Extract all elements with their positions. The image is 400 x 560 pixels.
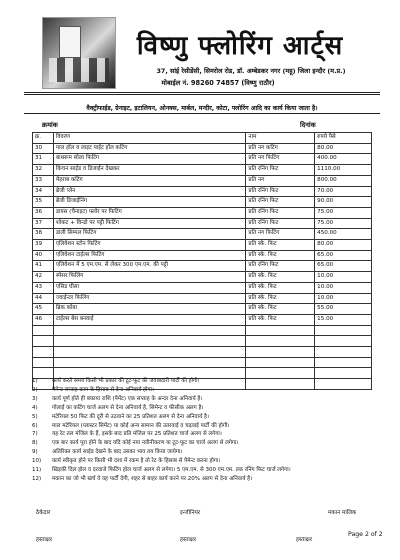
row-serial: 42 bbox=[33, 272, 54, 283]
row-amount: 1110.00 bbox=[315, 165, 372, 176]
term-item bbox=[32, 377, 384, 386]
row-amount: 65.00 bbox=[315, 250, 372, 261]
row-unit: प्रति रनिंग फिट bbox=[246, 261, 315, 272]
services-divider bbox=[24, 113, 380, 114]
row-serial: 40 bbox=[33, 250, 54, 261]
table-row bbox=[33, 336, 372, 347]
row-amount: 75.00 bbox=[315, 218, 372, 229]
term-item bbox=[32, 430, 384, 439]
term-text: एक बार कार्य पूरा होने के बाद यदि कोई नया नवीनीकरण या टूट-फूट का चार्ज अलग से लगेगा। bbox=[52, 440, 239, 447]
term-text: मटेरियल 50 फिट की दूरी से उठवाने का 25 प्रतिशत अलग से देना अनिवार्य है। bbox=[52, 413, 209, 420]
col-serial-header: क्र. bbox=[33, 133, 54, 144]
row-description: ज्वाईन्टर फिलिंग bbox=[53, 293, 245, 304]
row-serial: 34 bbox=[33, 186, 54, 197]
table-row bbox=[33, 175, 372, 186]
row-description: ब्रेजी डिजाईनिंग bbox=[53, 197, 245, 208]
term-item bbox=[32, 404, 384, 413]
row-unit: प्रति रनिंग फिट bbox=[246, 197, 315, 208]
col-amount-header: रुपये पैसे bbox=[315, 133, 372, 144]
table-row bbox=[33, 218, 372, 229]
row-unit: प्रति स्के. फिट bbox=[246, 282, 315, 293]
row-description: एलिवेशन स्टोन फिटिंग bbox=[53, 240, 245, 251]
table-row bbox=[33, 154, 372, 165]
services-line: वैक्ट्रीफाईड, ग्रेनाइट, इटालियन, ओनक्स, मार्बल, मन्दीर, कोटा, फ्लोरिंग आदि का कार्य किया जाता है। bbox=[86, 105, 318, 112]
term-text: माल मटेरियल (प्लास्टर सिमेंट) या कोई अन्य सामान की उतरवाई व चढ़वाई पार्टी की होगी। bbox=[52, 422, 230, 429]
row-description: किचन साईड व डिजाईन देखकर bbox=[53, 165, 245, 176]
term-item bbox=[32, 413, 384, 422]
col-description-header: विवरण bbox=[53, 133, 245, 144]
page-number: Page 2 of 2 bbox=[348, 531, 383, 538]
term-number: 7) bbox=[32, 431, 38, 438]
contractor-signature: हस्ताक्षर bbox=[36, 537, 53, 543]
row-amount: 80.00 bbox=[315, 240, 372, 251]
term-text: खिड़की दिल होल व दरवाजे फिटिंग होल चार्ज अलग से लगेगा। 5 एम.एम. से 300 एम.एम. तक रनिंग फिट चार्ज लगेगा। bbox=[52, 467, 291, 474]
row-serial: 46 bbox=[33, 314, 54, 325]
term-item bbox=[32, 439, 384, 448]
row-unit: प्रति नग फिटिंग bbox=[246, 229, 315, 240]
table-row bbox=[33, 261, 372, 272]
company-title: विष्णु फ्लोरिंग आर्ट्स bbox=[136, 31, 344, 61]
company-logo bbox=[42, 17, 116, 89]
row-amount: 10.00 bbox=[315, 282, 372, 293]
company-address: 37, सांई रेसीडेंसी, सिमरोल रोड, डॉ. अम्बेडकर नगर (महू) जिला इन्दौर (म.प्र.) bbox=[156, 67, 346, 75]
term-number: 1) bbox=[32, 378, 38, 384]
row-amount: 10.00 bbox=[315, 293, 372, 304]
row-description bbox=[53, 325, 245, 336]
row-unit: प्रति रनिंग फिट bbox=[246, 165, 315, 176]
row-description: स्पेसर फिलिंग bbox=[53, 272, 245, 283]
term-number: 9) bbox=[32, 449, 38, 456]
row-serial bbox=[33, 347, 54, 358]
row-description: एलिवेशन टाईल्स फिटिंग bbox=[53, 250, 245, 261]
term-item bbox=[32, 422, 384, 431]
row-serial: 35 bbox=[33, 197, 54, 208]
term-item bbox=[32, 395, 384, 404]
table-body bbox=[33, 143, 372, 389]
row-amount bbox=[315, 336, 372, 347]
owner-signature: हस्ताक्षर bbox=[296, 537, 313, 543]
row-amount bbox=[315, 325, 372, 336]
terms-list bbox=[32, 377, 384, 484]
table-row bbox=[33, 229, 372, 240]
rate-table bbox=[32, 132, 372, 390]
row-unit bbox=[246, 347, 315, 358]
table-row bbox=[33, 304, 372, 315]
term-item bbox=[32, 475, 384, 484]
term-text: मकान का जो भी खर्च वे वह पार्टी देगी, शहर से बाहर कार्य करने पर 20% अलग से देना अनिवार्य है। bbox=[52, 475, 253, 482]
term-item bbox=[32, 466, 384, 475]
row-amount: 450.00 bbox=[315, 229, 372, 240]
term-number: 3) bbox=[32, 395, 38, 402]
term-text: कार्य स्वीकृत होने पर किसी भी दशा में रकम है तो रेट के हिसाब से पैमेन्ट करना होगा। bbox=[52, 458, 221, 465]
term-text: अतिरिक्त कार्य साईड देखने के बाद उसका भाव तय किया जायेगा। bbox=[52, 449, 183, 456]
term-number: 4) bbox=[32, 404, 38, 411]
term-number: 6) bbox=[32, 422, 38, 429]
row-description bbox=[53, 336, 245, 347]
table-row bbox=[33, 357, 372, 368]
company-mobile: मोबाईल नं. 98260 74857 (विष्णु राठौर) bbox=[161, 79, 275, 87]
row-serial: 37 bbox=[33, 218, 54, 229]
row-amount bbox=[315, 347, 372, 358]
term-text: कार्य पूर्ण होते ही बकाया राशि (पैमेंट) एक सप्ताह के अन्दर देना अनिवार्य है। bbox=[52, 395, 203, 402]
term-text: गोलाई का कटिंग चार्ज अलग से देना अनिवार्य है, सिमेन्ट व फीसीक अलग है। bbox=[52, 404, 204, 411]
row-serial: 30 bbox=[33, 143, 54, 154]
row-serial bbox=[33, 325, 54, 336]
row-unit: प्रति स्के. फिट bbox=[246, 240, 315, 251]
engineer-label: इन्जीनियर bbox=[180, 510, 201, 516]
term-item bbox=[32, 386, 384, 395]
row-amount: 55.00 bbox=[315, 304, 372, 315]
row-description: डाली सिम्पल फिटिंग bbox=[53, 229, 245, 240]
row-amount bbox=[315, 357, 372, 368]
term-number: 5) bbox=[32, 413, 38, 420]
row-amount: 15.00 bbox=[315, 314, 372, 325]
row-unit bbox=[246, 336, 315, 347]
row-description: डायस (चैनाइट) फ्लोर पर फिटिंग bbox=[53, 207, 245, 218]
row-serial: 33 bbox=[33, 175, 54, 186]
row-serial bbox=[33, 336, 54, 347]
owner-label: मकान मालिक bbox=[328, 510, 357, 516]
row-description bbox=[53, 357, 245, 368]
term-item bbox=[32, 448, 384, 457]
table-row bbox=[33, 347, 372, 358]
row-description: ब्रेजी प्लेन bbox=[53, 186, 245, 197]
row-description: टाईल्स बेस बनवाई bbox=[53, 314, 245, 325]
term-item bbox=[32, 457, 384, 466]
row-description: ब्रिक कोबा bbox=[53, 304, 245, 315]
engineer-signature: हस्ताक्षर bbox=[180, 537, 197, 543]
row-serial: 32 bbox=[33, 165, 54, 176]
table-row bbox=[33, 240, 372, 251]
row-amount: 65.00 bbox=[315, 261, 372, 272]
row-unit: प्रति स्के. फिट bbox=[246, 314, 315, 325]
row-amount: 400.00 bbox=[315, 154, 372, 165]
date-label: दिनांक bbox=[300, 121, 316, 129]
row-serial: 38 bbox=[33, 229, 54, 240]
row-amount: 10.00 bbox=[315, 272, 372, 283]
term-number: 11) bbox=[32, 467, 42, 474]
row-unit: प्रति स्के. फिट bbox=[246, 304, 315, 315]
header-divider-2 bbox=[24, 94, 380, 95]
col-unit-header: नाम bbox=[246, 133, 315, 144]
table-row bbox=[33, 314, 372, 325]
table-row bbox=[33, 282, 372, 293]
row-unit: प्रति रनिंग फिट bbox=[246, 186, 315, 197]
contractor-label: ठेकेदार bbox=[36, 510, 51, 516]
header-divider bbox=[24, 92, 380, 93]
term-text: कार्य करते समय किसी भी प्रकार की टूट-फूट की जवाबदारी पार्टी की होगी। bbox=[52, 378, 200, 384]
table-row bbox=[33, 186, 372, 197]
table-row bbox=[33, 143, 372, 154]
row-serial bbox=[33, 357, 54, 368]
row-serial: 31 bbox=[33, 154, 54, 165]
row-serial: 43 bbox=[33, 282, 54, 293]
term-number: 8) bbox=[32, 440, 38, 447]
row-unit: प्रति स्के. फिट bbox=[246, 250, 315, 261]
row-unit bbox=[246, 325, 315, 336]
row-description: एलिवेशन में 5 एम.एम. से लेकर 300 एम.एम. की पट्टी bbox=[53, 261, 245, 272]
row-unit: प्रति नग bbox=[246, 175, 315, 186]
row-amount: 80.00 bbox=[315, 143, 372, 154]
term-number: 12) bbox=[32, 475, 42, 482]
term-text: यह रेट तल मंजिल के हैं, इसके बाद प्रति मंजिल पर 25 प्रतिशत चार्ज अलग से लगेगा। bbox=[52, 431, 222, 438]
row-unit: प्रति नग फिटिंग bbox=[246, 154, 315, 165]
row-serial: 41 bbox=[33, 261, 54, 272]
row-amount: 75.00 bbox=[315, 207, 372, 218]
row-description: बाथरूम सोला फिटिंग bbox=[53, 154, 245, 165]
row-serial: 44 bbox=[33, 293, 54, 304]
table-row bbox=[33, 165, 372, 176]
row-serial: 39 bbox=[33, 240, 54, 251]
serial-label: क्रमांक bbox=[42, 121, 58, 129]
table-row bbox=[33, 250, 372, 261]
term-number: 10) bbox=[32, 458, 42, 465]
row-serial: 36 bbox=[33, 207, 54, 218]
row-amount: 90.00 bbox=[315, 197, 372, 208]
table-row bbox=[33, 293, 372, 304]
row-unit: प्रति रनिंग फिट bbox=[246, 207, 315, 218]
row-description: एसिड घीसा bbox=[53, 282, 245, 293]
row-description bbox=[53, 347, 245, 358]
row-unit: प्रति स्के. फिट bbox=[246, 293, 315, 304]
row-unit bbox=[246, 357, 315, 368]
row-unit: प्रति स्के. फिट bbox=[246, 272, 315, 283]
row-unit: प्रति नग कटिंग bbox=[246, 143, 315, 154]
term-text: पैमेन्ट सप्ताह काम के हिसाब से देना अनिवार्य होगा। bbox=[52, 386, 154, 393]
row-unit: प्रति रनिंग फिट bbox=[246, 218, 315, 229]
table-header-row bbox=[33, 133, 372, 144]
table-row bbox=[33, 325, 372, 336]
row-description: गाल हॉल व लाइट पाईट हॉल कटिंग bbox=[53, 143, 245, 154]
row-description: शोकट + विन्डो पर पट्टी फिटिंग bbox=[53, 218, 245, 229]
row-amount: 70.00 bbox=[315, 186, 372, 197]
row-serial: 45 bbox=[33, 304, 54, 315]
row-description: मेहराब कटिंग bbox=[53, 175, 245, 186]
table-row bbox=[33, 197, 372, 208]
row-amount: 800.00 bbox=[315, 175, 372, 186]
table-row bbox=[33, 272, 372, 283]
term-number: 2) bbox=[32, 386, 38, 393]
table-row bbox=[33, 207, 372, 218]
